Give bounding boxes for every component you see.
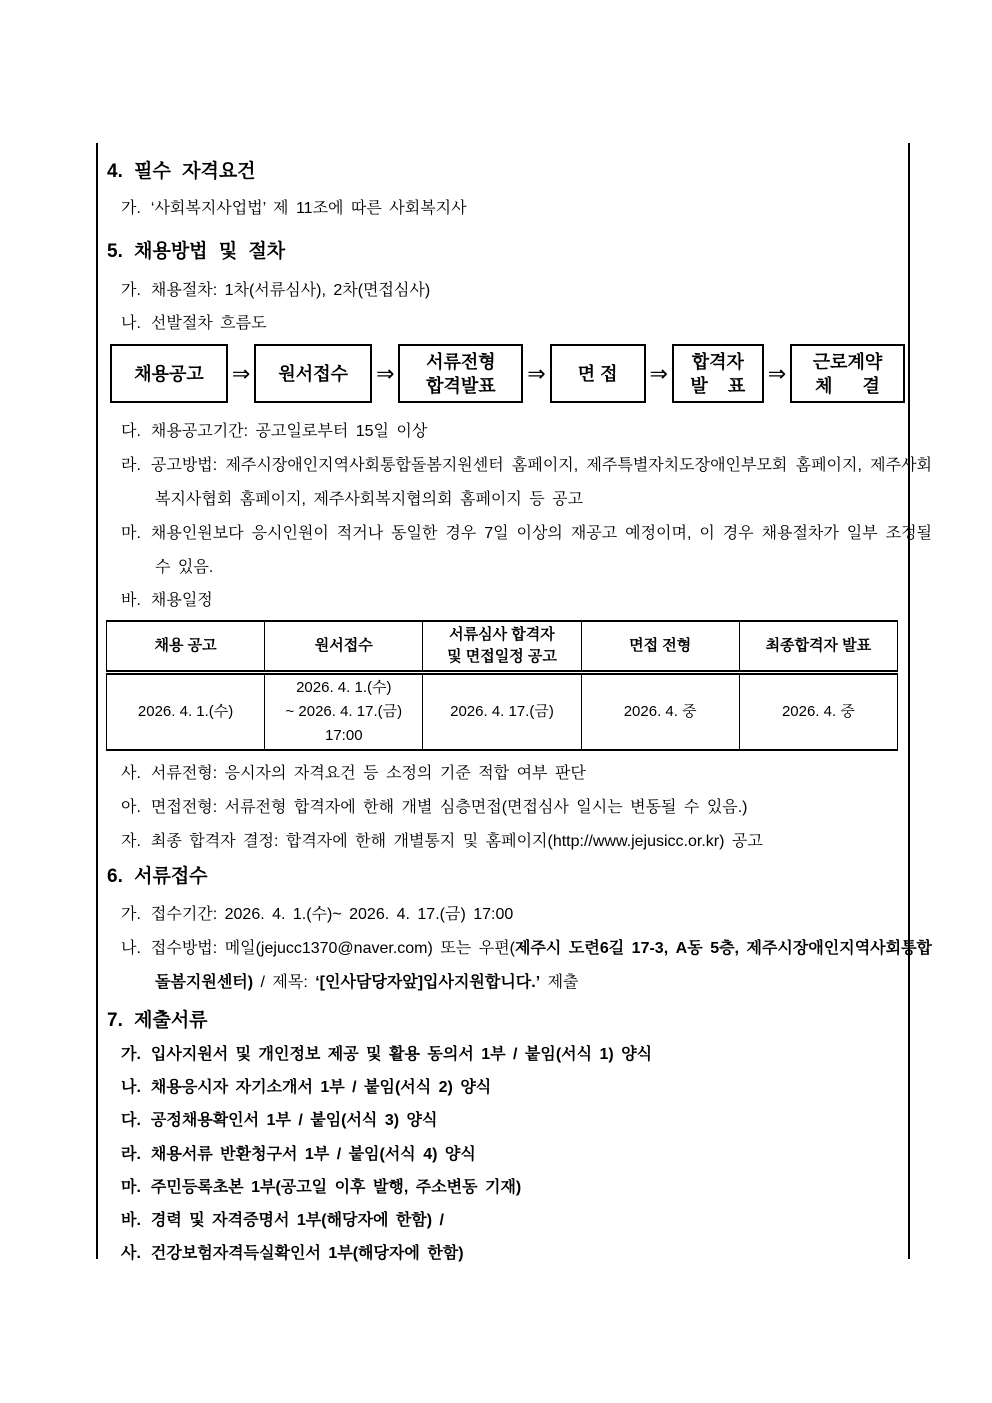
item-label: 바. [121, 1212, 141, 1229]
document-frame [96, 143, 932, 1262]
cell-text: 2026. 4. 1.(수) [296, 679, 392, 696]
item-label: 바. [121, 592, 141, 609]
step-label: 합격발표 [426, 375, 496, 396]
flowchart-step-3 [398, 344, 523, 403]
s4-item-ga [121, 192, 932, 226]
cell-interview-date [581, 673, 739, 751]
item-text: 접수기간: 2026. 4. 1.(수)~ 2026. 4. 17.(금) 17:00 [150, 906, 514, 923]
item-text: 채용응시자 자기소개서 1부 / 붙임(서식 2) 양식 [150, 1079, 492, 1096]
item-text: 채용절차: 1차(서류심사), 2차(면접심사) [150, 282, 431, 299]
arrow-right-icon: ⇒ [376, 361, 395, 386]
s7-item-6 [121, 1204, 932, 1238]
s5-item-ra [121, 449, 932, 517]
cell-text: 2026. 4. 중 [623, 703, 697, 720]
step-label: 근로계약 [812, 351, 883, 372]
header-text: 서류심사 합격자 [449, 626, 555, 643]
step-label: 면 접 [577, 363, 618, 384]
item-text: 최종 합격자 결정: 합격자에 한해 개별통지 및 홈페이지(http://www.jejusicc.or.kr) 공고 [150, 833, 763, 850]
item-label: 사. [121, 765, 141, 782]
s7-item-1 [121, 1038, 932, 1072]
item-label: 가. [121, 200, 141, 217]
item-text: 공고방법: 제주시장애인지역사회통합돌봄지원센터 홈페이지, 제주특별자치도장애인부모회 홈페이지, 제주사회복지사협회 홈페이지, 제주사회복지협의회 홈페이지 등 공고 [150, 457, 932, 508]
item-text: 면접전형: 서류전형 합격자에 한해 개별 심층면접(면접심사 일시는 변동될 수 있음.) [150, 799, 748, 816]
arrow-right-icon: ⇒ [649, 361, 668, 386]
item-label: 나. [121, 315, 141, 332]
s5-item-sa [121, 757, 932, 791]
s7-item-5 [121, 1171, 932, 1205]
arrow-right-icon: ⇒ [527, 361, 546, 386]
item-label: 나. [121, 940, 141, 957]
cell-document-result-date [423, 673, 581, 751]
section-4-heading: 4. 필수 자격요건 [107, 161, 256, 182]
schedule-table [106, 620, 898, 751]
s7-item-4 [121, 1138, 932, 1172]
flowchart-step-2 [254, 344, 372, 403]
step-label: 체 결 [815, 375, 880, 396]
table-header-row [107, 621, 898, 673]
cell-text: 2026. 4. 17.(금) [450, 703, 554, 720]
header-text: 면접 전형 [629, 637, 692, 654]
s5-item-ba [121, 584, 932, 618]
header-cell-interview [581, 621, 739, 673]
section-6-heading: 6. 서류접수 [107, 866, 208, 887]
item-text: 제출 [540, 974, 579, 991]
header-cell-final-result [739, 621, 897, 673]
item-label: 아. [121, 799, 141, 816]
cell-announcement-date [107, 673, 265, 751]
s7-item-2 [121, 1071, 932, 1105]
item-label: 다. [121, 423, 141, 440]
step-label: 합격자 [691, 351, 744, 372]
cell-text: ~ 2026. 4. 17.(금) [285, 703, 403, 720]
item-label: 나. [121, 1079, 141, 1096]
item-text: 서류전형: 응시자의 자격요건 등 소정의 기준 적합 여부 판단 [150, 765, 586, 782]
arrow-right-icon: ⇒ [767, 361, 787, 386]
s5-item-ma [121, 517, 932, 585]
cell-final-result-date [739, 673, 897, 751]
header-cell-document-result [423, 621, 581, 673]
header-cell-application [265, 621, 423, 673]
s5-item-na [121, 307, 932, 341]
item-text: 채용공고기간: 공고일로부터 15일 이상 [150, 423, 428, 440]
s6-item-na [121, 932, 932, 1000]
flowchart-step-6 [790, 344, 905, 403]
item-text: 채용서류 반환청구서 1부 / 붙임(서식 4) 양식 [150, 1146, 476, 1163]
s6-item-ga [121, 898, 932, 932]
s5-item-ga [121, 274, 932, 308]
item-label: 다. [121, 1112, 141, 1129]
item-text: 입사지원서 및 개인정보 제공 및 활용 동의서 1부 / 붙임(서식 1) 양식 [150, 1046, 653, 1063]
cell-text: 17:00 [325, 727, 363, 744]
item-text: 주민등록초본 1부(공고일 이후 발행, 주소변동 기재) [150, 1179, 522, 1196]
flowchart-step-1 [110, 344, 228, 403]
section-5-heading: 5. 채용방법 및 절차 [107, 241, 286, 262]
header-text: 및 면접일정 공고 [447, 648, 557, 665]
postal-address-text: 제주시 도련6길 17-3, A동 5층, 제주시장애인지역사회통합돌봄지원센터) [155, 940, 932, 991]
item-label: 사. [121, 1245, 141, 1262]
selection-process-flowchart [110, 344, 905, 403]
item-text: 채용일정 [150, 592, 213, 609]
arrow-right-icon: ⇒ [231, 361, 251, 386]
header-text: 최종합격자 발표 [765, 637, 872, 654]
cell-text: 2026. 4. 중 [781, 703, 855, 720]
step-label: 서류전형 [426, 351, 496, 372]
header-cell-announcement [107, 621, 265, 673]
flowchart-step-5 [672, 344, 764, 403]
step-label: 원서접수 [278, 363, 348, 384]
s7-item-3 [121, 1104, 932, 1138]
item-label: 라. [121, 457, 141, 474]
s5-item-da [121, 415, 932, 449]
item-text: 건강보험자격득실확인서 1부(해당자에 한함) [150, 1245, 464, 1262]
header-text: 원서접수 [314, 637, 373, 654]
s7-item-7 [121, 1237, 932, 1271]
step-label: 발 표 [690, 375, 746, 396]
item-label: 자. [121, 833, 141, 850]
item-text: ‘사회복지사업법’ 제 11조에 따른 사회복지사 [150, 200, 467, 217]
item-label: 가. [121, 906, 141, 923]
item-label: 마. [121, 525, 141, 542]
s5-item-ah [121, 791, 932, 825]
item-text: 공정채용확인서 1부 / 붙임(서식 3) 양식 [150, 1112, 438, 1129]
cell-text: 2026. 4. 1.(수) [137, 703, 234, 720]
item-label: 가. [121, 282, 141, 299]
email-subject-text: ‘[인사담당자앞]입사지원합니다.’ [315, 974, 541, 991]
header-text: 채용 공고 [154, 637, 217, 654]
item-text: 접수방법: 메일(jejucc1370@naver.com) 또는 우편( [150, 940, 516, 957]
item-text: 채용인원보다 응시인원이 적거나 동일한 경우 7일 이상의 재공고 예정이며, 이 경우 채용절차가 일부 조정될 수 있음. [150, 525, 932, 576]
item-label: 가. [121, 1046, 141, 1063]
step-label: 채용공고 [134, 363, 204, 384]
item-text: 경력 및 자격증명서 1부(해당자에 한함) / [150, 1212, 444, 1229]
item-label: 마. [121, 1179, 141, 1196]
s5-item-ja [121, 825, 932, 859]
cell-application-period [265, 673, 423, 751]
flowchart-step-4 [550, 344, 646, 403]
item-text: 선발절차 흐름도 [150, 315, 267, 332]
item-text: / 제목: [253, 974, 316, 991]
item-label: 라. [121, 1146, 141, 1163]
section-7-heading: 7. 제출서류 [107, 1010, 208, 1031]
table-row [107, 673, 898, 751]
